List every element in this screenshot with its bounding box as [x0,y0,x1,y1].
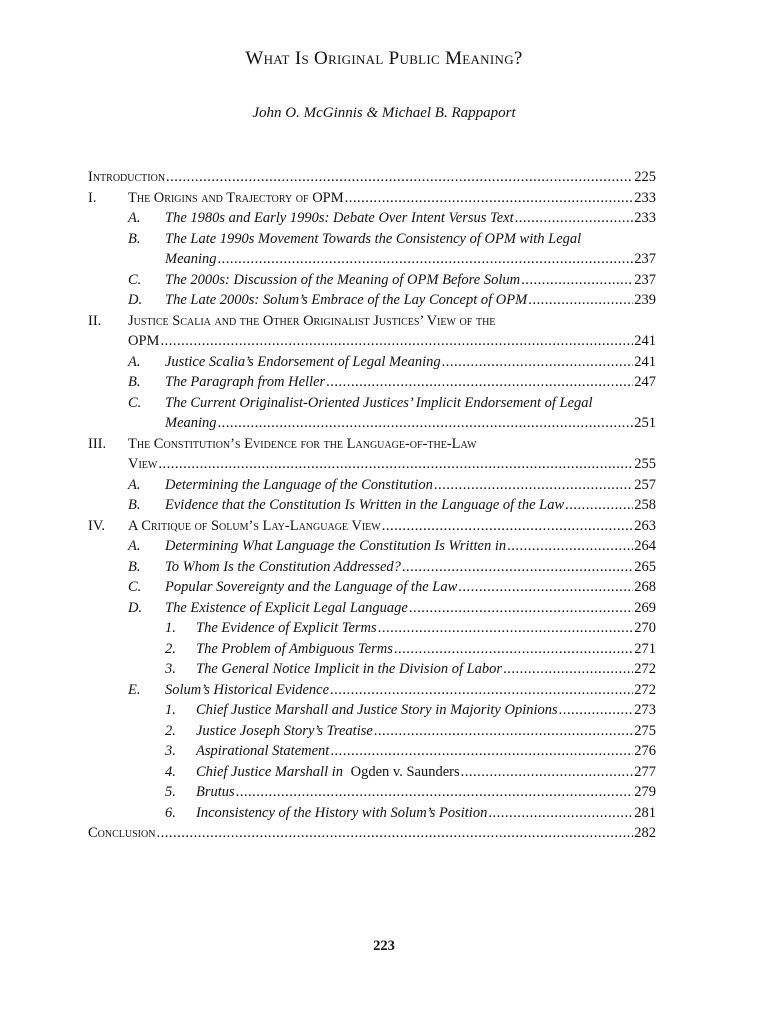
toc-entry-number: 3. [165,743,176,759]
toc-entry-number: 1. [165,702,176,718]
toc-entry-number: 4. [165,763,176,780]
toc-entry-title-line-2: View [128,456,158,472]
toc-entry-part-1[interactable] [88,188,656,209]
toc-entry-title: The Origins and Trajectory of OPM [128,189,344,206]
toc-page-number: 225 [634,169,656,185]
toc-entry-title: Solum’s Historical Evidence [165,681,330,698]
dot-leader [330,680,633,701]
dot-leader [434,475,633,496]
toc-page-number: 265 [634,558,656,575]
dot-leader [565,495,633,516]
toc-entry-title-line-1: The Late 1990s Movement Towards the Consistency of OPM with Legal [165,230,582,247]
toc-entry-part-4-e-5[interactable] [88,782,656,803]
toc-page-number: 272 [634,661,656,677]
toc-entry-part-2-a[interactable] [88,352,656,373]
toc-page-number: 271 [634,640,656,657]
article-title: What Is Original Public Meaning? [245,48,523,69]
dot-leader [461,762,634,783]
toc-page-number: 241 [634,353,656,370]
toc-entry-title: Conclusion [88,825,156,841]
toc-page-number: 272 [634,681,656,698]
toc-entry-title-line-1: Justice Scalia and the Other Originalist Justices’ View of the [128,312,496,329]
toc-entry-letter: B. [128,374,141,390]
toc-entry-letter: A. [128,210,141,226]
toc-entry-title: The General Notice Implicit in the Division of Labor [196,661,503,677]
toc-entry-title: The Evidence of Explicit Terms [196,620,377,636]
toc-entry-title [196,762,460,783]
toc-entry-letter: C. [128,271,142,288]
toc-entry-letter: A. [128,353,141,370]
toc-entry-letter: C. [128,394,142,411]
toc-page-number: 281 [634,804,656,821]
toc-entry-title-line-1: The Constitution’s Evidence for the Language-of-the-Law [128,435,477,452]
toc-entry-letter: C. [128,579,142,595]
toc-entry-part-3[interactable] [88,434,656,475]
toc-entry-part-2-c[interactable] [88,393,656,434]
toc-entry-numeral: IV. [88,517,106,534]
toc-entry-part-4-e-3[interactable] [88,741,656,762]
toc-page-number: 251 [634,415,656,431]
toc-entry-title: Determining the Language of the Constitution [165,476,433,493]
toc-entry-part-4-d-1[interactable] [88,618,656,639]
toc-entry-part-3-b[interactable] [88,495,656,516]
toc-page-number: 255 [634,456,656,472]
toc-page-number: 277 [634,763,656,780]
toc-entry-title: Aspirational Statement [196,743,330,759]
toc-entry-title: To Whom Is the Constitution Addressed? [165,558,401,575]
toc-entry-part-3-a[interactable] [88,475,656,496]
toc-page-number: 268 [634,579,656,595]
toc-entry-introduction[interactable] [88,167,656,188]
toc-entry-letter: B. [128,558,141,575]
dot-leader [528,290,633,311]
toc-entry-title: The Paragraph from Heller [165,374,326,390]
toc-entry-number: 1. [165,620,176,636]
toc-page-number: 275 [634,722,656,739]
toc-page-number: 282 [634,825,656,841]
dot-leader [218,413,634,434]
dot-leader [503,659,633,680]
toc-entry-number: 3. [165,661,176,677]
toc-entry-title: The 1980s and Early 1990s: Debate Over Intent Versus Text [165,210,514,226]
toc-entry-title-line-1: The Current Originalist-Oriented Justices’ Implicit Endorsement of Legal [165,394,593,411]
toc-entry-title: The Problem of Ambiguous Terms [196,640,393,657]
toc-entry-part-4-d-3[interactable] [88,659,656,680]
toc-entry-title: Justice Scalia’s Endorsement of Legal Meaning [165,353,441,370]
toc-entry-title: Chief Justice Marshall and Justice Story in Majority Opinions [196,702,558,718]
dot-leader [382,516,634,537]
toc-entry-title: Inconsistency of the History with Solum’s Position [196,804,488,821]
table-of-contents [88,167,656,844]
toc-page-number: 257 [634,476,656,493]
toc-entry-number: 6. [165,804,176,821]
toc-entry-title: The 2000s: Discussion of the Meaning of OPM Before Solum [165,271,521,288]
toc-entry-part-4-a[interactable] [88,536,656,557]
dot-leader [507,536,633,557]
toc-page-number: 276 [634,743,656,759]
toc-entry-conclusion[interactable] [88,823,656,844]
toc-entry-number: 5. [165,784,176,800]
toc-entry-title: Brutus [196,784,235,800]
toc-entry-part-4-d-2[interactable] [88,639,656,660]
toc-page-number: 233 [634,189,656,206]
toc-entry-numeral: III. [88,435,107,452]
toc-page-number: 264 [634,538,656,554]
toc-entry-number: 2. [165,640,176,657]
toc-entry-letter: B. [128,230,141,247]
toc-page-number: 269 [634,599,656,616]
toc-entry-numeral: II. [88,312,102,329]
dot-leader [218,249,634,270]
toc-entry-part-4-e-2[interactable] [88,721,656,742]
toc-entry-title: A Critique of Solum’s Lay-Language View [128,517,381,534]
dot-leader [402,557,633,578]
dot-leader [394,639,633,660]
toc-entry-title: Introduction [88,169,166,185]
dot-leader [374,721,633,742]
toc-entry-letter: A. [128,476,141,493]
toc-page-number: 241 [634,333,656,349]
toc-entry-number: 2. [165,722,176,739]
page-number: 223 [373,938,395,954]
toc-page-number: 279 [634,784,656,800]
toc-entry-title: Popular Sovereignty and the Language of the Law [165,579,458,595]
toc-entry-part-4-e[interactable] [88,680,656,701]
toc-entry-part-4-e-1[interactable] [88,700,656,721]
toc-entry-part-4[interactable] [88,516,656,537]
toc-entry-letter: E. [128,681,141,698]
toc-entry-letter: D. [128,292,143,308]
toc-entry-part-4-c[interactable] [88,577,656,598]
toc-entry-title: Determining What Language the Constitution Is Written in [165,538,507,554]
toc-entry-letter: D. [128,599,143,616]
dot-leader [330,741,633,762]
case-name: Ogden v. Saunders [350,763,460,780]
toc-page-number: 237 [634,271,656,288]
toc-page-number: 263 [634,517,656,534]
toc-entry-title-line-2: Meaning [165,251,217,267]
toc-entry-title: The Late 2000s: Solum’s Embrace of the Lay Concept of OPM [165,292,528,308]
dot-leader [345,188,634,209]
dot-leader [521,270,633,291]
dot-leader [166,167,633,188]
dot-leader [488,803,633,824]
toc-entry-numeral: I. [88,189,97,206]
toc-entry-letter: A. [128,538,141,554]
toc-page-number: 270 [634,620,656,636]
dot-leader [378,618,634,639]
dot-leader [160,331,633,352]
toc-page-number: 247 [634,374,656,390]
toc-entry-part-4-b[interactable] [88,557,656,578]
dot-leader [458,577,633,598]
dot-leader [515,208,634,229]
toc-entry-letter: B. [128,497,141,513]
toc-entry-part-2[interactable] [88,311,656,352]
dot-leader [158,454,633,475]
dot-leader [559,700,634,721]
toc-page-number: 273 [634,702,656,718]
toc-entry-part-4-e-6[interactable] [88,803,656,824]
toc-page-number: 237 [634,251,656,267]
toc-entry-title-line-2: Meaning [165,415,217,431]
toc-entry-part-1-a[interactable] [88,208,656,229]
toc-entry-title: Evidence that the Constitution Is Written in the Language of the Law [165,497,565,513]
dot-leader [409,598,633,619]
toc-entry-title-line-2: OPM [128,333,160,349]
toc-page-number: 233 [634,210,656,226]
toc-entry-title: Justice Joseph Story’s Treatise [196,722,373,739]
toc-entry-part-2-b[interactable] [88,372,656,393]
toc-entry-part-1-c[interactable] [88,270,656,291]
dot-leader [326,372,633,393]
toc-entry-part-4-e-4[interactable] [88,762,656,783]
toc-page-number: 239 [634,292,656,308]
toc-entry-part-1-b[interactable] [88,229,656,270]
toc-page-number: 258 [634,497,656,513]
dot-leader [236,782,634,803]
dot-leader [156,823,633,844]
dot-leader [442,352,634,373]
toc-entry-title: The Existence of Explicit Legal Language [165,599,408,616]
article-authors: John O. McGinnis & Michael B. Rappaport [252,105,516,121]
toc-entry-title-italic: Chief Justice Marshall in [196,763,347,780]
toc-entry-part-1-d[interactable] [88,290,656,311]
toc-entry-part-4-d[interactable] [88,598,656,619]
